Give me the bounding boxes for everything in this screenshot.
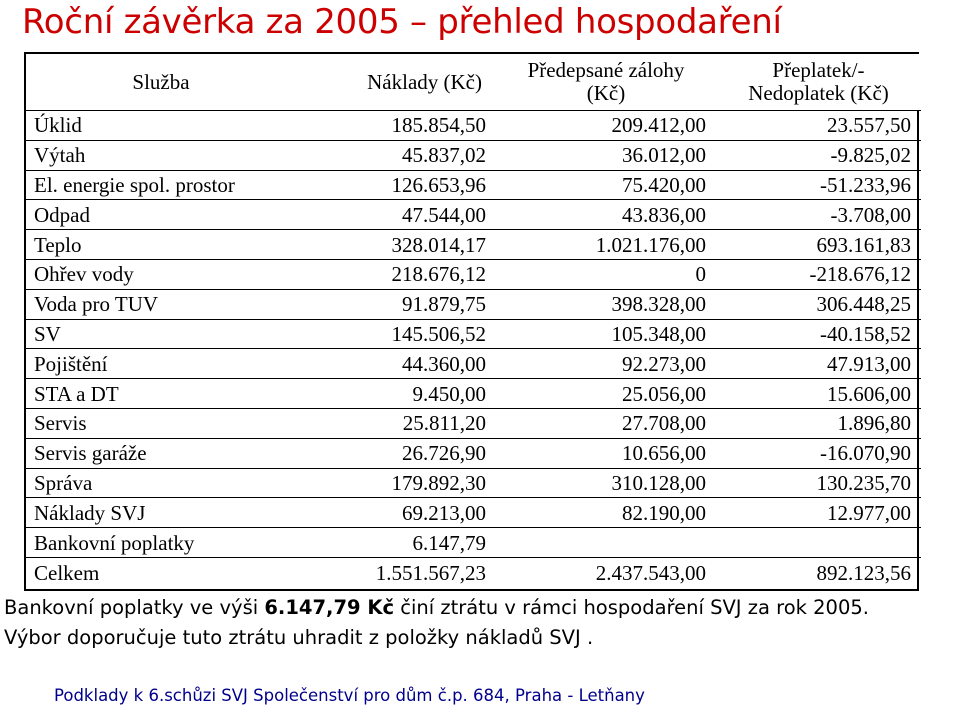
- cell-service: Ohřev vody: [26, 259, 296, 289]
- table-row: [26, 170, 921, 200]
- cell-balance: -218.676,12: [716, 259, 921, 289]
- note-text: [4, 593, 869, 653]
- cell-cost: 25.811,20: [296, 408, 496, 438]
- header-balance-line2: Nedoplatek (Kč): [748, 81, 889, 105]
- cell-service: STA a DT: [26, 379, 296, 409]
- table-body: [26, 111, 921, 558]
- cell-balance: [716, 528, 921, 558]
- header-advances-line1: Předepsané zálohy: [527, 58, 685, 82]
- cell-service: Výtah: [26, 140, 296, 170]
- cell-advances: 1.021.176,00: [496, 230, 716, 260]
- cell-service: Odpad: [26, 200, 296, 230]
- cell-service: Pojištění: [26, 349, 296, 379]
- table-row: [26, 528, 921, 558]
- total-balance: 892.123,56: [716, 557, 921, 589]
- cell-balance: 47.913,00: [716, 349, 921, 379]
- table-header-row: [26, 54, 921, 111]
- note-line1-after: činí ztrátu v rámci hospodaření SVJ za rok 2005.: [394, 596, 869, 619]
- cell-service: Náklady SVJ: [26, 498, 296, 528]
- cell-balance: 23.557,50: [716, 111, 921, 141]
- cell-service: Správa: [26, 468, 296, 498]
- summary-table-frame: [24, 52, 919, 591]
- cell-service: Servis: [26, 408, 296, 438]
- cell-cost: 185.854,50: [296, 111, 496, 141]
- cell-advances: 310.128,00: [496, 468, 716, 498]
- cell-cost: 179.892,30: [296, 468, 496, 498]
- cell-advances: 36.012,00: [496, 140, 716, 170]
- cell-cost: 328.014,17: [296, 230, 496, 260]
- footer-text: Podklady k 6.schůzi SVJ Společenství pro dům č.p. 684, Praha - Letňany: [54, 686, 645, 705]
- cell-cost: 91.879,75: [296, 289, 496, 319]
- table-row: [26, 140, 921, 170]
- cell-balance: -16.070,90: [716, 438, 921, 468]
- cell-cost: 69.213,00: [296, 498, 496, 528]
- cell-balance: -51.233,96: [716, 170, 921, 200]
- table-total-row: [26, 557, 921, 589]
- cell-balance: 693.161,83: [716, 230, 921, 260]
- cell-advances: 0: [496, 259, 716, 289]
- table-row: [26, 349, 921, 379]
- cell-advances: 75.420,00: [496, 170, 716, 200]
- cell-balance: 15.606,00: [716, 379, 921, 409]
- cell-balance: -3.708,00: [716, 200, 921, 230]
- cell-service: Úklid: [26, 111, 296, 141]
- table-row: [26, 289, 921, 319]
- cell-balance: -40.158,52: [716, 319, 921, 349]
- cell-service: Bankovní poplatky: [26, 528, 296, 558]
- cell-balance: 12.977,00: [716, 498, 921, 528]
- total-cost: 1.551.567,23: [296, 557, 496, 589]
- cell-balance: -9.825,02: [716, 140, 921, 170]
- cell-cost: 9.450,00: [296, 379, 496, 409]
- note-line1-amount: 6.147,79 Kč: [264, 596, 395, 619]
- table-row: [26, 200, 921, 230]
- cell-advances: 43.836,00: [496, 200, 716, 230]
- cell-balance: 130.235,70: [716, 468, 921, 498]
- cell-service: El. energie spol. prostor: [26, 170, 296, 200]
- cell-advances: 105.348,00: [496, 319, 716, 349]
- cell-cost: 26.726,90: [296, 438, 496, 468]
- cell-advances: 398.328,00: [496, 289, 716, 319]
- table-row: [26, 438, 921, 468]
- header-cost: Náklady (Kč): [296, 54, 496, 111]
- table-row: [26, 379, 921, 409]
- page-title: Roční závěrka za 2005 – přehled hospodaření: [22, 2, 782, 42]
- cell-cost: 218.676,12: [296, 259, 496, 289]
- total-service: Celkem: [26, 557, 296, 589]
- cell-advances: 209.412,00: [496, 111, 716, 141]
- table-row: [26, 319, 921, 349]
- table-row: [26, 468, 921, 498]
- header-balance-line1: Přeplatek/-: [772, 58, 865, 82]
- cell-balance: 306.448,25: [716, 289, 921, 319]
- cell-cost: 6.147,79: [296, 528, 496, 558]
- cell-cost: 145.506,52: [296, 319, 496, 349]
- table-row: [26, 408, 921, 438]
- cell-cost: 126.653,96: [296, 170, 496, 200]
- cell-service: Servis garáže: [26, 438, 296, 468]
- cell-balance: 1.896,80: [716, 408, 921, 438]
- cell-service: Voda pro TUV: [26, 289, 296, 319]
- cell-advances: 10.656,00: [496, 438, 716, 468]
- table-row: [26, 230, 921, 260]
- table-row: [26, 111, 921, 141]
- cell-advances: 92.273,00: [496, 349, 716, 379]
- header-service: Služba: [26, 54, 296, 111]
- total-advances: 2.437.543,00: [496, 557, 716, 589]
- cell-advances: [496, 528, 716, 558]
- note-line2: Výbor doporučuje tuto ztrátu uhradit z položky nákladů SVJ .: [4, 626, 594, 649]
- cell-cost: 44.360,00: [296, 349, 496, 379]
- table-row: [26, 259, 921, 289]
- cell-cost: 45.837,02: [296, 140, 496, 170]
- header-advances: [496, 54, 716, 111]
- cell-service: SV: [26, 319, 296, 349]
- cell-advances: 82.190,00: [496, 498, 716, 528]
- header-balance: [716, 54, 921, 111]
- table-row: [26, 498, 921, 528]
- cell-cost: 47.544,00: [296, 200, 496, 230]
- cell-advances: 27.708,00: [496, 408, 716, 438]
- cell-advances: 25.056,00: [496, 379, 716, 409]
- header-advances-line2: (Kč): [586, 81, 626, 105]
- note-line1-before: Bankovní poplatky ve výši: [4, 596, 265, 619]
- cell-service: Teplo: [26, 230, 296, 260]
- summary-table: [26, 54, 921, 589]
